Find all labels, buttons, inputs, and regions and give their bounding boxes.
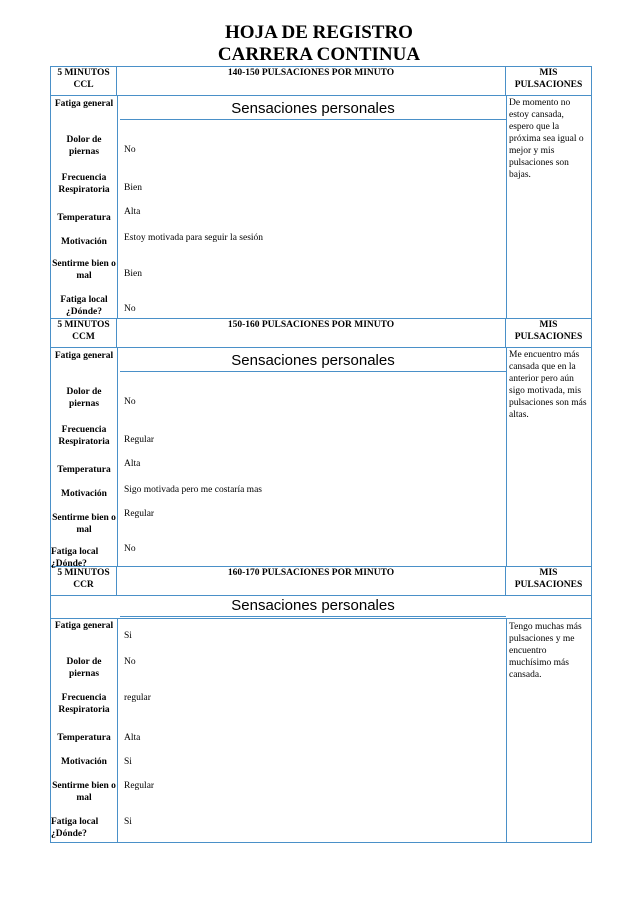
document-title: HOJA DE REGISTRO [225, 22, 413, 43]
label-frecuencia-respiratoria: Frecuencia Respiratoria [58, 693, 110, 715]
label-fatiga-local: Fatiga local ¿Dónde? [51, 547, 99, 569]
label-motivacion: Motivación [61, 237, 107, 247]
label-sentirme: Sentirme bien o mal [52, 781, 116, 803]
answer-fatiga-local: Si [124, 817, 132, 827]
label-fatiga-general: Fatiga general [54, 621, 114, 631]
pulse-range: 140-150 PULSACIONES POR MINUTO [117, 67, 506, 96]
answer-motivacion: Estoy motivada para seguir la sesión [124, 233, 264, 243]
section-header-ccl [51, 67, 592, 96]
section-header-ccr [51, 567, 592, 596]
label-fatiga-local: Fatiga local ¿Dónde? [60, 295, 108, 317]
label-sentirme: Sentirme bien o mal [52, 259, 116, 281]
document-subtitle: CARRERA CONTINUA [217, 44, 421, 65]
section-time: 5 MINUTOS [57, 320, 110, 330]
my-pulse-header: MIS PULSACIONES [506, 567, 592, 596]
label-motivacion: Motivación [61, 489, 107, 499]
section-time-cell [51, 319, 117, 348]
answer-motivacion: Sigo motivada pero me costaría mas [124, 485, 262, 495]
answer-dolor-piernas: No [124, 145, 136, 155]
label-motivacion: Motivación [61, 757, 107, 767]
section-time: 5 MINUTOS [57, 68, 110, 78]
section-time: 5 MINUTOS [57, 568, 110, 578]
pulse-note: De momento no estoy cansada, espero que la próxima sea igual o mejor y mis pulsaciones son bajas. [509, 98, 584, 180]
answer-temperatura: Alta [124, 207, 141, 217]
section-type: CCR [73, 580, 94, 590]
my-pulse-header: MIS PULSACIONES [506, 67, 592, 96]
sensations-title: Sensaciones personales [120, 352, 506, 372]
section-body-ccm [51, 348, 592, 567]
answer-motivacion: Si [124, 757, 132, 767]
my-pulse-header: MIS PULSACIONES [506, 319, 592, 348]
section-header-ccm [51, 319, 592, 348]
answer-sentirme: Bien [124, 269, 142, 279]
label-dolor-piernas: Dolor de piernas [66, 657, 102, 679]
section-type: CCL [73, 80, 94, 90]
answer-frecuencia-respiratoria: Regular [124, 435, 155, 445]
label-fatiga-general: Fatiga general [54, 99, 114, 109]
label-frecuencia-respiratoria: Frecuencia Respiratoria [58, 173, 110, 195]
pulse-note: Me encuentro más cansada que en la anterior pero aún sigo motivada, mis pulsaciones son más altas. [509, 350, 587, 420]
label-temperatura: Temperatura [57, 465, 111, 475]
section-time-cell [51, 567, 117, 596]
answer-dolor-piernas: No [124, 657, 136, 667]
section-body-ccr [51, 596, 592, 843]
answer-frecuencia-respiratoria: Bien [124, 183, 142, 193]
answer-frecuencia-respiratoria: regular [124, 693, 151, 703]
pulse-range: 150-160 PULSACIONES POR MINUTO [117, 319, 506, 348]
answer-temperatura: Alta [124, 733, 141, 743]
pulse-note: Tengo muchas más pulsaciones y me encuentro muchísimo más cansada. [509, 622, 582, 680]
section-body-ccl [51, 96, 592, 319]
section-type: CCM [72, 332, 95, 342]
section-time-cell [51, 67, 117, 96]
answer-fatiga-local: No [124, 304, 136, 314]
answer-fatiga-local: No [124, 544, 136, 554]
answer-fatiga-general: Si [124, 631, 132, 641]
sensations-title: Sensaciones personales [120, 597, 506, 617]
label-temperatura: Temperatura [57, 733, 111, 743]
label-dolor-piernas: Dolor de piernas [66, 135, 102, 157]
label-sentirme: Sentirme bien o mal [52, 513, 116, 535]
label-fatiga-general: Fatiga general [54, 351, 114, 361]
label-fatiga-local: Fatiga local ¿Dónde? [51, 817, 99, 839]
sensations-title: Sensaciones personales [120, 100, 506, 120]
answer-sentirme: Regular [124, 509, 155, 519]
answer-temperatura: Alta [124, 459, 141, 469]
answer-sentirme: Regular [124, 781, 155, 791]
label-temperatura: Temperatura [57, 213, 111, 223]
pulse-range: 160-170 PULSACIONES POR MINUTO [117, 567, 506, 596]
label-frecuencia-respiratoria: Frecuencia Respiratoria [58, 425, 110, 447]
answer-dolor-piernas: No [124, 397, 136, 407]
label-dolor-piernas: Dolor de piernas [66, 387, 102, 409]
record-table [50, 66, 592, 843]
